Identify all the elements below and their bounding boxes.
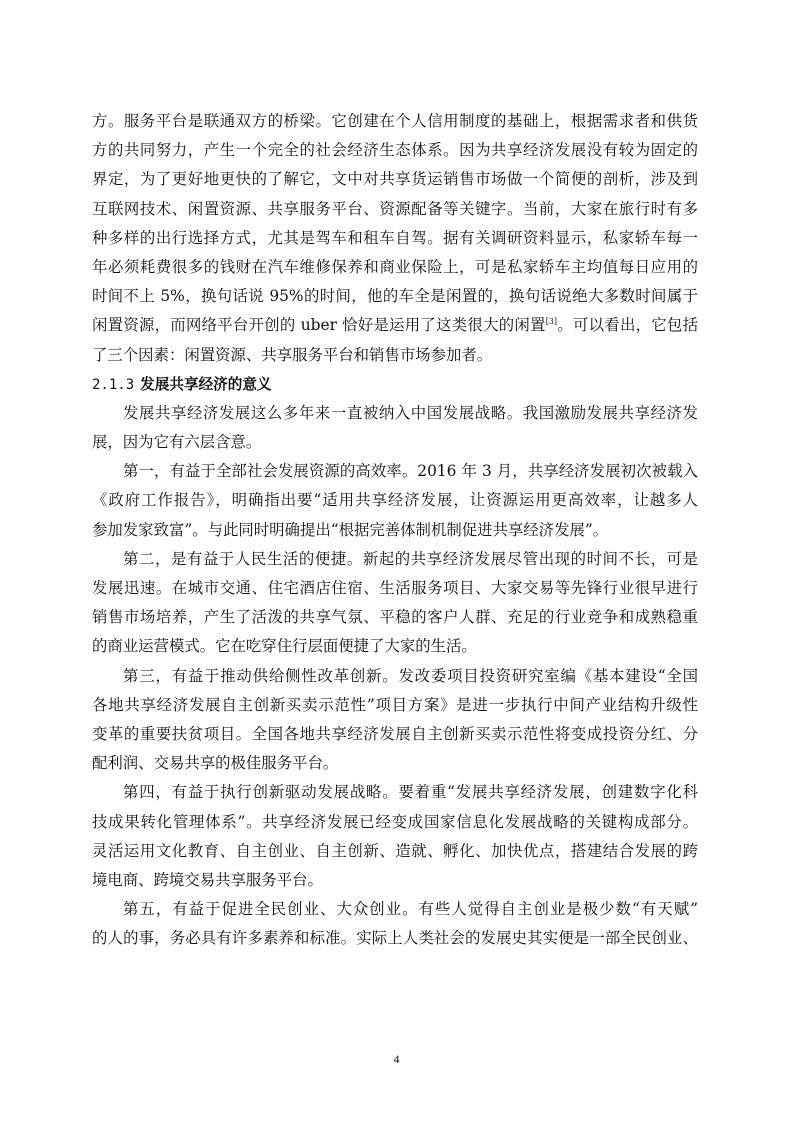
paragraph xyxy=(92,545,698,662)
text-line: 第三，有益于推动供给侧性改革创新。发改委项目投资研究室编《基本建设“全国 xyxy=(123,666,698,685)
paragraph xyxy=(92,457,698,545)
text-line: 方。服务平台是联通双方的桥梁。它创建在个人信用制度的基础上，根据需求者和供货 xyxy=(92,112,698,130)
text-line: 第一，有益于全部社会发展资源的高效率。2016 年 3 月，共享经济发展初次被载入 xyxy=(123,462,698,481)
text-line: 销售市场培养，产生了活泼的共享气氛、平稳的客户人群、充足的行业竞争和成熟稳重 xyxy=(92,608,698,627)
text-line: 境电商、跨境交易共享服务平台。 xyxy=(92,870,323,889)
text-line: 发展共享经济发展这么多年来一直被纳入中国发展战略。我国激励发展共享经济发 xyxy=(123,403,698,422)
text-line: 互联网技术、闲置资源、共享服务平台、资源配备等关键字。当前，大家在旅行时有多 xyxy=(92,199,698,218)
text-line: 第五，有益于促进全民创业、大众创业。有些人觉得自主创业是极少数“有天赋” xyxy=(123,900,698,919)
text-line: 发展迅速。在城市交通、住宅酒店住宿、生活服务项目、大家交易等先锋行业很早进行 xyxy=(92,579,698,597)
text-segment: 闲置资源，而网络平台开创的 uber 恰好是运用了这类很大的闲置 xyxy=(92,316,546,335)
text-line: 参加发家致富”。与此同时明确提出“根据完善体制机制促进共享经济发展”。 xyxy=(92,520,609,539)
text-segment: 。可以看出，它包括 xyxy=(557,316,698,335)
section-title: 发展共享经济的意义 xyxy=(140,375,272,393)
page-number: 4 xyxy=(393,1052,400,1066)
text-line-with-citation xyxy=(92,311,698,340)
paragraph xyxy=(92,778,698,895)
text-line: 灵活运用文化教育、自主创业、自主创新、造就、孵化、加快优点，搭建结合发展的跨 xyxy=(92,841,698,860)
document-body xyxy=(92,107,698,953)
section-number: 2.1.3 xyxy=(92,376,135,393)
section-heading xyxy=(92,370,698,399)
paragraph xyxy=(92,895,698,953)
paragraph xyxy=(92,399,698,457)
text-line: 种多样的出行选择方式，尤其是驾车和租车自驾。据有关调研资料显示，私家轿车每一 xyxy=(92,228,698,247)
text-line: 变革的重要扶贫项目。全国各地共享经济发展自主创新买卖示范性将变成投资分红、分 xyxy=(92,724,698,743)
text-line: 时间不上 5%，换句话说 95%的时间，他的车全是闲置的，换句话说绝大多数时间属于 xyxy=(92,287,698,306)
text-line: 展，因为它有六层含意。 xyxy=(92,433,262,452)
text-line: 了三个因素：闲置资源、共享服务平台和销售市场参加者。 xyxy=(92,345,493,364)
text-line: 第二，是有益于人民生活的便捷。新起的共享经济发展尽管出现的时间不长，可是 xyxy=(123,549,698,568)
text-line: 第四，有益于执行创新驱动发展战略。要着重“发展共享经济发展，创建数字化科 xyxy=(123,783,698,802)
text-line: 各地共享经济发展自主创新买卖示范性”项目方案》是进一步执行中间产业结构升级性 xyxy=(92,695,698,714)
text-line: 配利润、交易共享的极佳服务平台。 xyxy=(92,754,339,773)
text-line: 的人的事，务必具有许多素养和标准。实际上人类社会的发展史其实便是一部全民创业、 xyxy=(92,929,698,948)
citation-reference: [3] xyxy=(545,317,558,327)
text-line: 的商业运营模式。它在吃穿住行层面便捷了大家的生活。 xyxy=(92,637,477,656)
paragraph xyxy=(92,662,698,779)
text-line: 方的共同努力，产生一个完全的社会经济生态体系。因为共享经济发展没有较为固定的 xyxy=(92,141,698,160)
paragraph-intro xyxy=(92,107,698,370)
text-line: 《政府工作报告》，明确指出要“适用共享经济发展，让资源运用更高效率，让越多人 xyxy=(92,491,698,510)
text-line: 技成果转化管理体系”。共享经济发展已经变成国家信息化发展战略的关键构成部分。 xyxy=(92,812,698,831)
text-line: 年必须耗费很多的钱财在汽车维修保养和商业保险上，可是私家轿车主均值每日应用的 xyxy=(92,257,698,276)
text-line: 界定，为了更好地更快的了解它，文中对共享货运销售市场做一个简便的剖析，涉及到 xyxy=(92,170,698,189)
